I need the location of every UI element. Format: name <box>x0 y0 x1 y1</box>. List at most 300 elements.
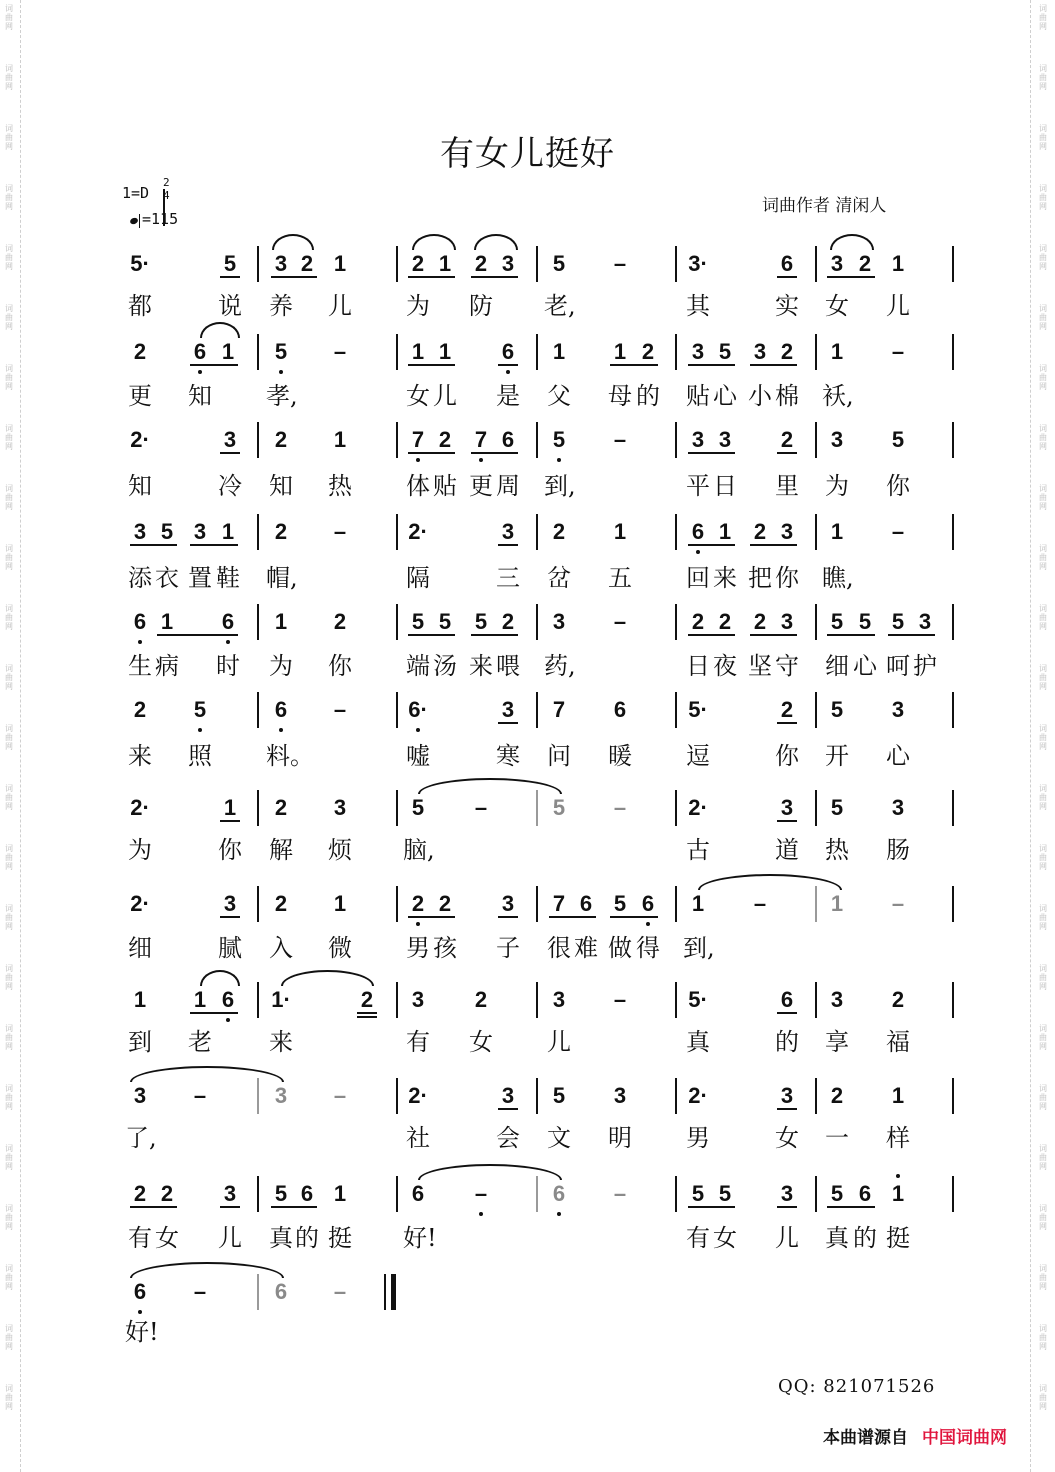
lyric-syllable: 女 <box>155 1224 179 1252</box>
watermark-mark: 词 曲 网 <box>5 844 13 871</box>
jianpu-note: 2 <box>133 1181 147 1206</box>
lyric-syllable: 鞋 <box>216 564 240 592</box>
tempo-marking <box>130 210 178 228</box>
lyric-syllable: 知 <box>269 472 293 500</box>
jianpu-note: 5 <box>552 1083 566 1108</box>
barline <box>675 422 677 458</box>
watermark-mark: 词 曲 网 <box>5 1264 13 1291</box>
barline <box>257 514 259 550</box>
source-footer <box>823 1423 1007 1448</box>
lyric-syllable: 真 <box>686 1028 710 1056</box>
lyric-syllable: 女 <box>406 382 430 410</box>
jianpu-note: 1 <box>411 339 425 364</box>
duration-underline <box>498 544 518 546</box>
octave-dot-below <box>416 728 420 732</box>
barline <box>536 982 538 1018</box>
jianpu-note: 1 <box>333 891 347 916</box>
barline <box>396 334 398 370</box>
duration-underline <box>777 1012 797 1014</box>
jianpu-note: 3 <box>193 519 207 544</box>
jianpu-note: 2 <box>718 609 732 634</box>
barline <box>536 886 538 922</box>
duration-underline <box>408 634 455 636</box>
duration-underline <box>750 544 797 546</box>
lyric-syllable: 母 <box>608 382 632 410</box>
watermark-mark: 词 曲 网 <box>1039 1144 1047 1171</box>
jianpu-note: 2 <box>274 795 288 820</box>
lyric-syllable: 你 <box>775 564 799 592</box>
lyric-syllable: 儿 <box>886 292 910 320</box>
duration-underline <box>357 1016 377 1018</box>
jianpu-note: 2 <box>411 891 425 916</box>
jianpu-note: 1 <box>438 339 452 364</box>
lyric-syllable: 照 <box>188 742 212 770</box>
octave-dot-below <box>198 728 202 732</box>
duration-underline <box>190 1012 238 1014</box>
lyric-syllable: 瞧, <box>822 564 854 592</box>
lyric-syllable: 三 <box>496 564 520 592</box>
tie-slur <box>130 1066 284 1082</box>
duration-underline <box>827 276 875 278</box>
jianpu-note: 2· <box>688 795 708 820</box>
lyric-syllable: 古 <box>686 836 710 864</box>
quarter-note-icon <box>129 217 139 225</box>
watermark-mark: 词 曲 网 <box>1039 364 1047 391</box>
jianpu-note: 6 <box>691 519 705 544</box>
jianpu-note: 3 <box>501 519 515 544</box>
lyric-syllable: 五 <box>608 564 632 592</box>
watermark-mark: 词 曲 网 <box>5 904 13 931</box>
jianpu-note: 3 <box>223 427 237 452</box>
jianpu-note: 5 <box>411 795 425 820</box>
jianpu-note: 1 <box>333 251 347 276</box>
jianpu-note: 1 <box>830 891 844 916</box>
jianpu-note: 2 <box>641 339 655 364</box>
jianpu-note: 5 <box>691 1181 705 1206</box>
jianpu-note: 7 <box>552 891 566 916</box>
lyric-syllable: 小 <box>748 382 772 410</box>
lyric-syllable: 女 <box>469 1028 493 1056</box>
duration-underline <box>688 634 735 636</box>
lyric-syllable: 为 <box>825 472 849 500</box>
watermark-mark: 词 曲 网 <box>1039 1264 1047 1291</box>
watermark-mark: 词 曲 网 <box>1039 1084 1047 1111</box>
jianpu-note: 6 <box>411 1181 425 1206</box>
jianpu-note: 6 <box>858 1181 872 1206</box>
jianpu-note: 7 <box>474 427 488 452</box>
octave-dot-below <box>696 550 700 554</box>
barline <box>536 1176 538 1212</box>
jianpu-note: 5 <box>193 697 207 722</box>
jianpu-note: 1· <box>271 987 291 1012</box>
barline <box>675 692 677 728</box>
barline <box>257 790 259 826</box>
watermark-mark: 词 曲 网 <box>5 784 13 811</box>
lyric-syllable: 为 <box>128 836 152 864</box>
jianpu-note: 5 <box>718 1181 732 1206</box>
barline <box>396 982 398 1018</box>
barline <box>675 246 677 282</box>
barline <box>952 1078 954 1114</box>
lyric-syllable: 里 <box>775 472 799 500</box>
jianpu-note: 6 <box>133 1279 147 1304</box>
jianpu-note: – <box>613 987 627 1012</box>
jianpu-note: 2 <box>133 697 147 722</box>
lyric-syllable: 添 <box>128 564 152 592</box>
lyric-syllable: 了, <box>125 1124 157 1152</box>
jianpu-note: 1 <box>160 609 174 634</box>
jianpu-note: 3 <box>718 427 732 452</box>
lyric-syllable: 喂 <box>496 652 520 680</box>
jianpu-note: 3 <box>223 891 237 916</box>
watermark-mark: 词 曲 网 <box>1039 424 1047 451</box>
jianpu-note: 3 <box>780 795 794 820</box>
lyric-syllable: 老 <box>188 1028 212 1056</box>
tie-slur <box>698 874 842 890</box>
octave-dot-below <box>226 640 230 644</box>
jianpu-note: 3 <box>133 1083 147 1108</box>
watermark-mark: 词 曲 网 <box>1039 904 1047 931</box>
octave-dot-below <box>416 458 420 462</box>
tie-slur <box>272 234 314 250</box>
duration-underline <box>220 452 240 454</box>
duration-underline <box>498 916 518 918</box>
duration-underline <box>777 1108 797 1110</box>
jianpu-note: 3 <box>780 609 794 634</box>
barline <box>815 604 817 640</box>
duration-underline <box>130 1206 177 1208</box>
jianpu-note: 2 <box>333 609 347 634</box>
barline <box>952 790 954 826</box>
octave-dot-below <box>416 922 420 926</box>
watermark-mark: 词 曲 网 <box>1039 1024 1047 1051</box>
jianpu-note: 7 <box>552 697 566 722</box>
barline <box>675 790 677 826</box>
watermark-mark: 词 曲 网 <box>1039 844 1047 871</box>
jianpu-note: 2 <box>160 1181 174 1206</box>
lyric-syllable: 热 <box>328 472 352 500</box>
jianpu-note: 3 <box>780 1083 794 1108</box>
lyric-syllable: 是 <box>496 382 520 410</box>
tie-slur <box>418 1164 562 1180</box>
watermark-mark: 词 曲 网 <box>1039 1204 1047 1231</box>
lyric-syllable: 的 <box>295 1224 319 1252</box>
tie-slur <box>130 1262 284 1278</box>
jianpu-note: 3 <box>780 1181 794 1206</box>
lyric-syllable: 置 <box>188 564 212 592</box>
lyric-syllable: 贴 <box>686 382 710 410</box>
octave-dot-below <box>279 728 283 732</box>
barline <box>675 1078 677 1114</box>
duration-underline <box>610 364 658 366</box>
jianpu-note: 2· <box>408 1083 428 1108</box>
jianpu-note: – <box>333 339 347 364</box>
jianpu-note: – <box>333 697 347 722</box>
lyric-syllable: 守 <box>775 652 799 680</box>
jianpu-note: – <box>474 795 488 820</box>
jianpu-note: 2 <box>274 427 288 452</box>
jianpu-note: 2· <box>130 891 150 916</box>
lyric-syllable: 女 <box>713 1224 737 1252</box>
watermark-mark: 词 曲 网 <box>5 1204 13 1231</box>
lyric-syllable: 细 <box>825 652 849 680</box>
song-title: 有女儿挺好 <box>440 134 615 174</box>
barline <box>952 886 954 922</box>
lyric-syllable: 解 <box>269 836 293 864</box>
jianpu-note: 3 <box>274 251 288 276</box>
lyric-syllable: 坚 <box>748 652 772 680</box>
lyric-syllable: 道 <box>775 836 799 864</box>
jianpu-note: 2 <box>474 251 488 276</box>
jianpu-note: 2· <box>130 427 150 452</box>
jianpu-note: 3 <box>333 795 347 820</box>
time-signature <box>163 176 170 202</box>
jianpu-note: 2 <box>780 339 794 364</box>
jianpu-note: 6 <box>133 609 147 634</box>
jianpu-note: 5 <box>718 339 732 364</box>
time-signature-top: 2 <box>163 176 170 189</box>
duration-underline <box>408 364 455 366</box>
jianpu-note: – <box>474 1181 488 1206</box>
duration-underline <box>408 452 455 454</box>
lyric-syllable: 烦 <box>328 836 352 864</box>
jianpu-note: 2 <box>438 891 452 916</box>
duration-underline <box>750 634 797 636</box>
duration-underline <box>271 1206 317 1208</box>
lyric-syllable: 袄, <box>822 382 854 410</box>
barline <box>815 334 817 370</box>
jianpu-note: 1 <box>830 339 844 364</box>
lyric-syllable: 社 <box>406 1124 430 1152</box>
lyric-syllable: 知 <box>188 382 212 410</box>
duration-underline <box>498 722 518 724</box>
jianpu-note: 5 <box>223 251 237 276</box>
lyric-syllable: 为 <box>269 652 293 680</box>
qq-contact: QQ: 821071526 <box>778 1376 936 1397</box>
jianpu-note: 3 <box>501 891 515 916</box>
watermark-mark: 词 曲 网 <box>5 664 13 691</box>
watermark-mark: 词 曲 网 <box>5 1024 13 1051</box>
lyric-syllable: 到, <box>683 934 715 962</box>
lyric-syllable: 开 <box>825 742 849 770</box>
duration-underline <box>777 276 797 278</box>
duration-underline <box>190 364 238 366</box>
tempo-value: =115 <box>142 210 179 228</box>
watermark-mark: 词 曲 网 <box>5 4 13 31</box>
barline <box>675 604 677 640</box>
jianpu-note: 1 <box>438 251 452 276</box>
barline <box>815 692 817 728</box>
lyric-syllable: 时 <box>216 652 240 680</box>
lyric-syllable: 知 <box>128 472 152 500</box>
jianpu-note: 5 <box>830 1181 844 1206</box>
duration-underline <box>408 916 455 918</box>
jianpu-note: 5 <box>438 609 452 634</box>
duration-underline <box>220 276 240 278</box>
lyric-syllable: 女 <box>825 292 849 320</box>
octave-dot-below <box>506 370 510 374</box>
lyric-syllable: 儿 <box>328 292 352 320</box>
lyric-syllable: 养 <box>269 292 293 320</box>
barline <box>396 246 398 282</box>
barline <box>536 334 538 370</box>
jianpu-note: 1 <box>613 339 627 364</box>
lyric-syllable: 心 <box>713 382 737 410</box>
jianpu-note: 1 <box>333 427 347 452</box>
jianpu-note: 1 <box>133 987 147 1012</box>
jianpu-note: 2· <box>688 1083 708 1108</box>
jianpu-note: 5 <box>613 891 627 916</box>
lyric-syllable: 脑, <box>403 836 435 864</box>
lyric-syllable: 女 <box>775 1124 799 1152</box>
watermark-mark: 词 曲 网 <box>1039 964 1047 991</box>
jianpu-note: 3 <box>613 1083 627 1108</box>
watermark-mark: 词 曲 网 <box>5 964 13 991</box>
barline <box>257 692 259 728</box>
jianpu-note: 5 <box>552 427 566 452</box>
barline <box>396 422 398 458</box>
lyric-syllable: 有 <box>686 1224 710 1252</box>
tie-slur <box>474 234 518 250</box>
jianpu-note: 3 <box>223 1181 237 1206</box>
lyric-syllable: 挺 <box>886 1224 910 1252</box>
duration-underline <box>157 634 238 636</box>
duration-underline <box>498 1108 518 1110</box>
lyric-syllable: 腻 <box>218 934 242 962</box>
watermark-mark: 词 曲 网 <box>1039 4 1047 31</box>
jianpu-note: 5 <box>274 1181 288 1206</box>
lyric-syllable: 周 <box>496 472 520 500</box>
octave-dot-below <box>557 458 561 462</box>
lyric-syllable: 你 <box>775 742 799 770</box>
jianpu-note: 3 <box>691 427 705 452</box>
watermark-mark: 词 曲 网 <box>5 544 13 571</box>
octave-dot-below <box>479 458 483 462</box>
lyric-syllable: 到 <box>128 1028 152 1056</box>
barline <box>536 692 538 728</box>
barline <box>396 1176 398 1212</box>
lyric-syllable: 真 <box>269 1224 293 1252</box>
lyric-syllable: 心 <box>853 652 877 680</box>
barline <box>815 246 817 282</box>
barline <box>536 422 538 458</box>
lyric-syllable: 为 <box>406 292 430 320</box>
right-watermark-rail <box>1036 0 1050 1472</box>
barline <box>815 514 817 550</box>
lyric-syllable: 子 <box>496 934 520 962</box>
duration-underline <box>471 634 518 636</box>
jianpu-note: 3 <box>830 987 844 1012</box>
barline <box>396 514 398 550</box>
jianpu-note: 5 <box>858 609 872 634</box>
lyric-syllable: 的 <box>636 382 660 410</box>
tie-slur <box>830 234 874 250</box>
lyric-syllable: 平 <box>686 472 710 500</box>
jianpu-note: 2 <box>780 427 794 452</box>
lyric-syllable: 来 <box>269 1028 293 1056</box>
lyric-syllable: 孩 <box>433 934 457 962</box>
lyric-syllable: 父 <box>547 382 571 410</box>
jianpu-note: 1 <box>221 519 235 544</box>
jianpu-note: 2· <box>408 519 428 544</box>
jianpu-note: 6 <box>193 339 207 364</box>
jianpu-note: – <box>613 795 627 820</box>
watermark-mark: 词 曲 网 <box>1039 784 1047 811</box>
lyric-syllable: 帽, <box>266 564 298 592</box>
jianpu-note: – <box>753 891 767 916</box>
lyric-syllable: 的 <box>775 1028 799 1056</box>
lyric-syllable: 得 <box>636 934 660 962</box>
jianpu-note: 3 <box>830 427 844 452</box>
jianpu-note: 2 <box>691 609 705 634</box>
jianpu-note: 2 <box>438 427 452 452</box>
jianpu-note: 2 <box>780 697 794 722</box>
lyric-syllable: 冷 <box>218 472 242 500</box>
lyric-syllable: 日 <box>713 472 737 500</box>
barline <box>952 334 954 370</box>
lyric-syllable: 端 <box>406 652 430 680</box>
final-barline <box>391 1274 396 1310</box>
jianpu-note: 1 <box>613 519 627 544</box>
duration-underline <box>688 452 735 454</box>
lyric-syllable: 日 <box>686 652 710 680</box>
lyric-syllable: 汤 <box>433 652 457 680</box>
jianpu-note: 5· <box>130 251 150 276</box>
barline <box>675 1176 677 1212</box>
source-label: 本曲谱源自 <box>823 1428 908 1448</box>
lyric-syllable: 肠 <box>886 836 910 864</box>
jianpu-note: 5· <box>688 697 708 722</box>
lyric-syllable: 微 <box>328 934 352 962</box>
barline <box>815 982 817 1018</box>
lyric-syllable: 会 <box>496 1124 520 1152</box>
jianpu-note: 3 <box>918 609 932 634</box>
lyric-syllable: 更 <box>469 472 493 500</box>
barline <box>536 514 538 550</box>
lyric-syllable: 寒 <box>496 742 520 770</box>
watermark-mark: 词 曲 网 <box>1039 244 1047 271</box>
barline <box>952 982 954 1018</box>
lyric-syllable: 有 <box>128 1224 152 1252</box>
jianpu-note: 3 <box>830 251 844 276</box>
jianpu-note: 5· <box>688 987 708 1012</box>
watermark-mark: 词 曲 网 <box>1039 1324 1047 1351</box>
jianpu-note: 5 <box>891 609 905 634</box>
jianpu-note: 6 <box>613 697 627 722</box>
lyric-syllable: 护 <box>913 652 937 680</box>
watermark-mark: 词 曲 网 <box>5 1084 13 1111</box>
jianpu-note: 5 <box>830 609 844 634</box>
jianpu-note: 3 <box>133 519 147 544</box>
jianpu-note: – <box>891 519 905 544</box>
barline <box>257 886 259 922</box>
duration-underline <box>777 452 797 454</box>
lyric-syllable: 挺 <box>328 1224 352 1252</box>
lyric-syllable: 你 <box>328 652 352 680</box>
lyric-syllable: 入 <box>269 934 293 962</box>
lyric-syllable: 更 <box>128 382 152 410</box>
lyric-syllable: 药, <box>544 652 576 680</box>
barline <box>536 246 538 282</box>
lyric-syllable: 其 <box>686 292 710 320</box>
jianpu-note: – <box>333 1279 347 1304</box>
lyric-syllable: 来 <box>469 652 493 680</box>
key-signature: 1=D <box>122 184 150 202</box>
jianpu-note: 3 <box>891 795 905 820</box>
jianpu-note: 1 <box>691 891 705 916</box>
barline <box>675 334 677 370</box>
watermark-mark: 词 曲 网 <box>5 124 13 151</box>
